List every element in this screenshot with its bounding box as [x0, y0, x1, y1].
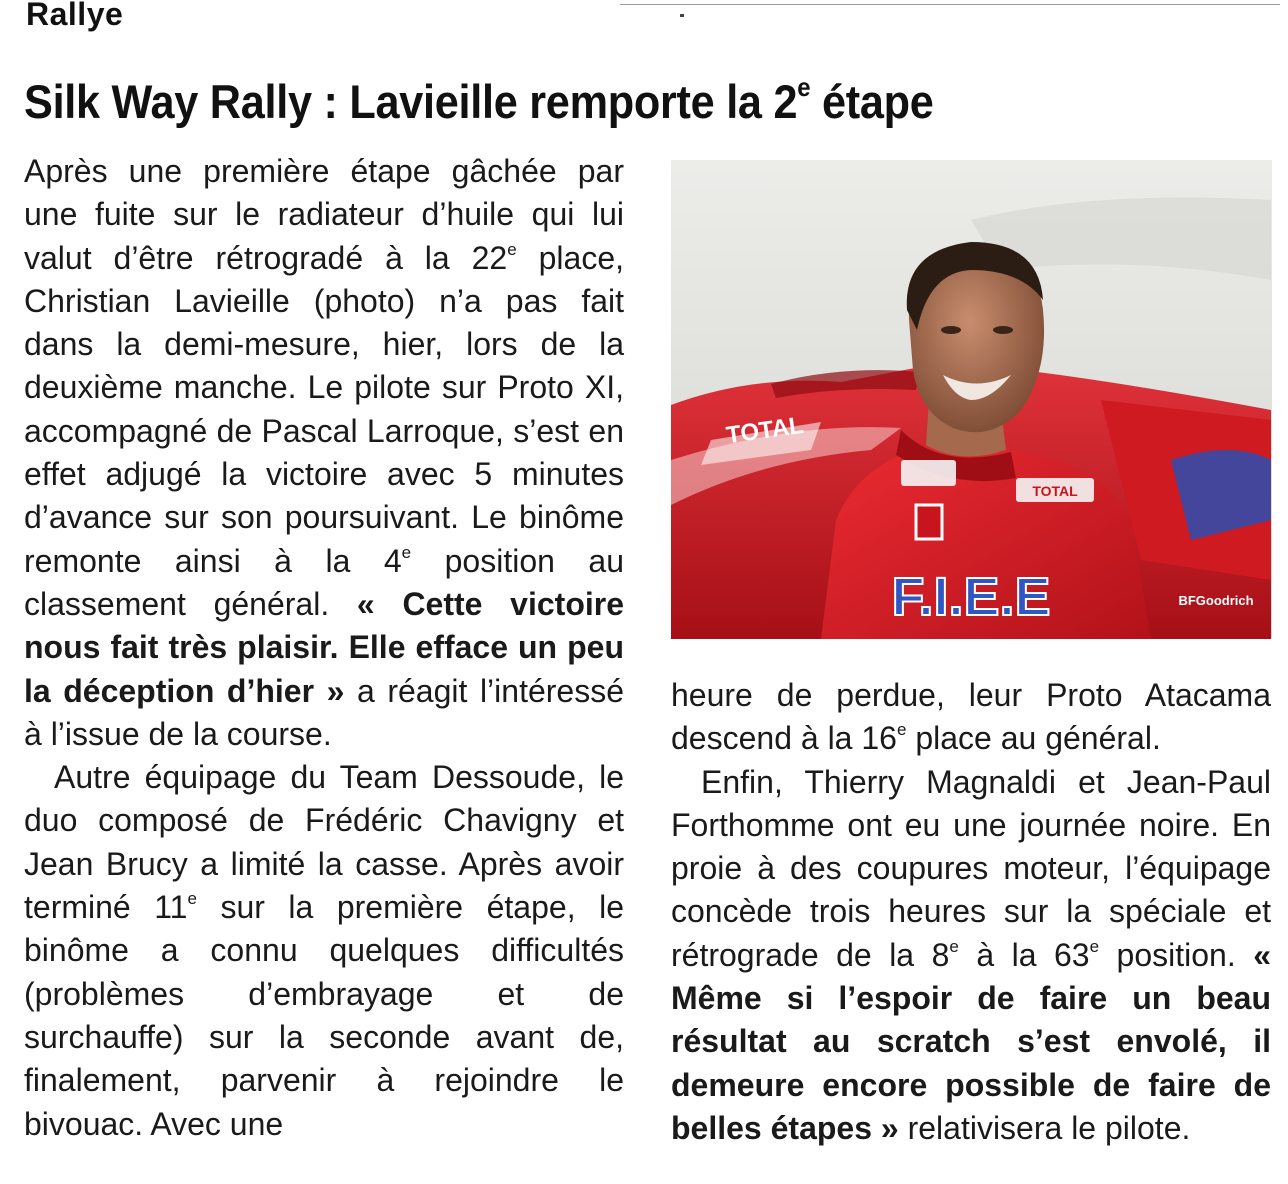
ordinal-suffix: e [1089, 936, 1100, 956]
body-text: à la 63 [958, 936, 1090, 973]
ordinal-suffix: e [187, 889, 197, 909]
section-label: Rallye [26, 0, 124, 32]
headline-text: Silk Way Rally : Lavieille remporte la 2 [24, 75, 798, 128]
headline-text-end: étape [810, 75, 934, 128]
right-column [671, 674, 1271, 1150]
right_column-paragraph [671, 761, 1271, 1151]
body-text: position au classement général. [24, 542, 625, 622]
ordinal-suffix: e [896, 720, 907, 740]
body-text: position. [1099, 936, 1254, 973]
ordinal-suffix: e [507, 239, 517, 259]
quote-text: « Même si l’espoir de faire un beau résultat au scratch s’est envolé, il demeure encore possible de faire de belles étapes » [671, 936, 1272, 1146]
rule-mark [680, 14, 684, 17]
car-sponsor-text: TOTAL [724, 411, 806, 450]
top-rule [620, 4, 1280, 5]
body-text: heure de perdue, leur Proto Atacama descend à la 16 [671, 677, 1271, 757]
suit-patch-left [901, 460, 956, 486]
body-text: Après une première étape gâchée par une fuite sur le radiateur d’huile qui lui valut d’être rétrogradé à la 22 [24, 153, 624, 276]
body-text: sur la première étape, le binôme a connu quelques difficultés (problèmes d’embrayage et de surchauffe) sur la seconde avant de, finalement, parvenir à rejoindre le bivouac. Avec une [24, 889, 625, 1142]
suit-badge [916, 505, 942, 539]
pilot-photo [671, 160, 1272, 639]
suit-logo: F.I.E.E [891, 567, 1051, 627]
body-text: place au général. [906, 720, 1161, 757]
suit-patch-text: TOTAL [1032, 483, 1078, 499]
ordinal-suffix: e [401, 542, 412, 562]
right_column-paragraph [671, 674, 1271, 761]
body-text: Enfin, Thierry Magnaldi et Jean-Paul Forthomme ont eu une journée noire. En proie à des coupures moteur, l’équipage concède trois heures sur la spéciale et rétrograde de la 8 [671, 763, 1271, 973]
body-text: relativisera le pilote. [898, 1109, 1191, 1146]
suit-patch-small: BFGoodrich [1178, 593, 1254, 608]
left_column-paragraph [24, 150, 624, 756]
left-column [24, 150, 624, 1146]
pilot-photo-illustration [671, 160, 1272, 639]
body-text: place, Christian Lavieille (photo) n’a pas fait dans la demi-mesure, hier, lors de la deuxième manche. Le pilote sur Proto XI, accompagné de Pascal Larroque, s’est en effet adjugé la victoire avec 5 minutes d’avance sur son poursuivant. Le binôme remonte ainsi à la 4 [24, 239, 625, 579]
left_column-paragraph [24, 756, 624, 1146]
body-text: a réagit l’intéressé à l’issue de la course. [24, 672, 625, 752]
headline [24, 74, 934, 129]
body-text: Autre équipage du Team Dessoude, le duo composé de Frédéric Chavigny et Jean Brucy a limité la casse. Après avoir terminé 11 [24, 759, 624, 926]
quote-text: « Cette victoire nous fait très plaisir. Elle efface un peu la déception d’hier » [24, 585, 624, 709]
ordinal-suffix: e [949, 936, 959, 956]
headline-ordinal: e [797, 72, 811, 102]
